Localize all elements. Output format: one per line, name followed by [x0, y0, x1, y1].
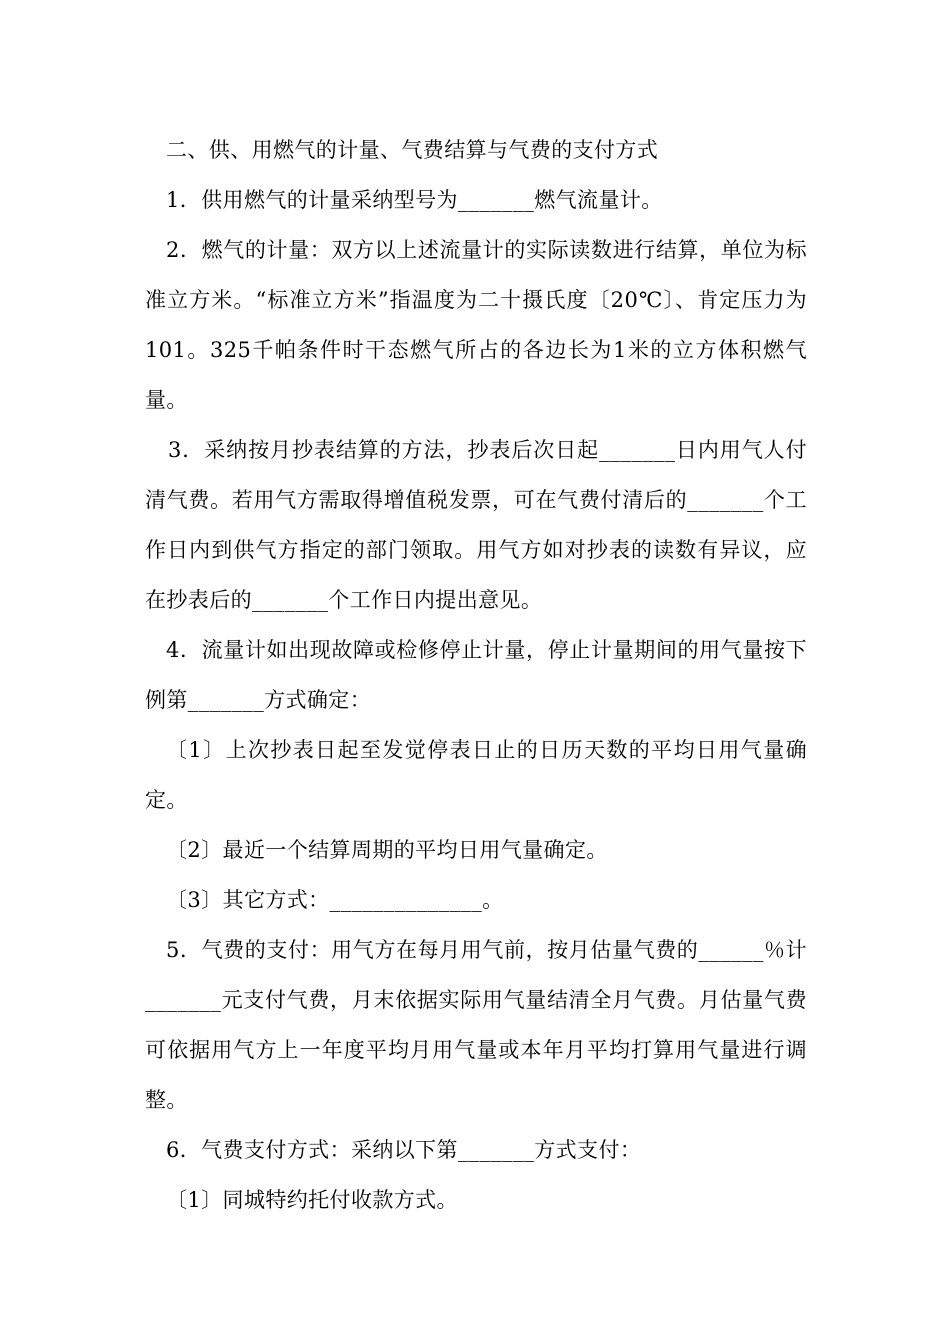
clause-5: 5．气费的支付：用气方在每月用气前，按月估量气费的______％计_______元支付气费，月末依据实际用气量结清全月气费。月估量气费可依据用气方上一年度平均月用气量或本年月平均打算用气量进行调整。: [145, 938, 807, 1112]
section-heading: 二、供、用燃气的计量、气费结算与气费的支付方式: [166, 138, 659, 162]
clause-4-option-1: 〔1〕上次抄表日起至发觉停表日止的日历天数的平均日用气量确定。: [145, 738, 807, 812]
clause-3: 3．采纳按月抄表结算的方法，抄表后次日起_______日内用气人付清气费。若用气方需取得增值税发票，可在气费付清后的_______个工作日内到供气方指定的部门领取。用气方如对抄表的读数有异议，应在抄表后的_______个工作日内提出意见。: [145, 438, 807, 612]
clause-6: 6．气费支付方式：采纳以下第_______方式支付：: [166, 1138, 642, 1162]
clause-6-option-1: 〔1〕同城特约托付收款方式。: [166, 1188, 458, 1212]
clause-2: 2．燃气的计量：双方以上述流量计的实际读数进行结算，单位为标准立方米。“标准立方米”指温度为二十摄氏度〔20℃〕、肯定压力为101。325千帕条件时干态燃气所占的各边长为1米的立方体积燃气量。: [145, 238, 807, 412]
clause-4: 4．流量计如出现故障或检修停止计量，停止计量期间的用气量按下例第_______方式确定：: [145, 638, 807, 712]
clause-1: 1．供用燃气的计量采纳型号为_______燃气流量计。: [166, 188, 663, 212]
clause-4-option-3: 〔3〕其它方式：______________。: [166, 888, 504, 912]
clause-4-option-2: 〔2〕最近一个结算周期的平均日用气量确定。: [166, 838, 608, 862]
document-body: [145, 125, 807, 1225]
